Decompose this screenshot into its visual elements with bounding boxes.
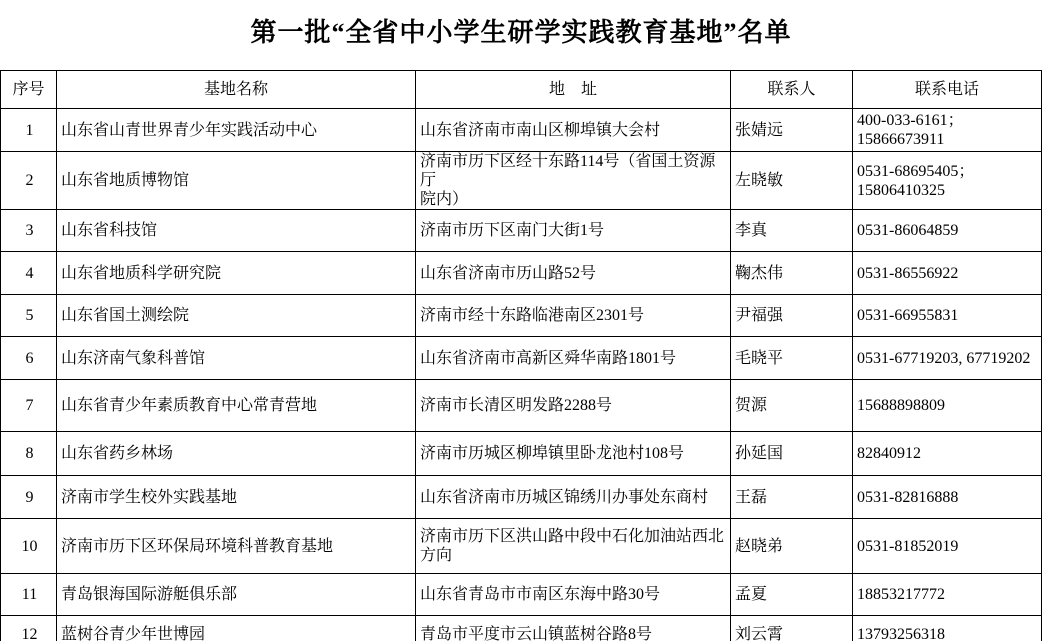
cell-address: 青岛市平度市云山镇蓝树谷路8号 xyxy=(416,616,731,641)
cell-name: 山东省国土测绘院 xyxy=(57,295,416,337)
cell-address: 济南市经十东路临港南区2301号 xyxy=(416,295,731,337)
cell-contact: 尹福强 xyxy=(731,295,853,337)
cell-phone: 15688898809 xyxy=(853,380,1042,432)
cell-address: 济南市历下区经十东路114号（省国土资源厅 院内） xyxy=(416,152,731,210)
cell-address: 山东省济南市历城区锦绣川办事处东商村 xyxy=(416,476,731,519)
cell-no: 6 xyxy=(1,337,57,380)
cell-name: 济南市历下区环保局环境科普教育基地 xyxy=(57,519,416,574)
cell-address: 山东省济南市高新区舜华南路1801号 xyxy=(416,337,731,380)
cell-name: 蓝树谷青少年世博园 xyxy=(57,616,416,641)
cell-contact: 刘云霄 xyxy=(731,616,853,641)
cell-no: 10 xyxy=(1,519,57,574)
cell-address: 济南市历下区南门大街1号 xyxy=(416,210,731,252)
cell-phone: 400-033-6161； 15866673911 xyxy=(853,109,1042,152)
bases-table xyxy=(0,70,1042,641)
cell-name: 山东济南气象科普馆 xyxy=(57,337,416,380)
header-contact: 联系人 xyxy=(731,71,853,109)
cell-no: 1 xyxy=(1,109,57,152)
cell-contact: 张婧远 xyxy=(731,109,853,152)
cell-address: 济南市历下区洪山路中段中石化加油站西北 方向 xyxy=(416,519,731,574)
table-row xyxy=(1,295,1042,337)
cell-no: 4 xyxy=(1,252,57,295)
cell-contact: 李真 xyxy=(731,210,853,252)
table-row xyxy=(1,152,1042,210)
cell-no: 3 xyxy=(1,210,57,252)
header-phone: 联系电话 xyxy=(853,71,1042,109)
cell-name: 山东省地质科学研究院 xyxy=(57,252,416,295)
cell-contact: 贺源 xyxy=(731,380,853,432)
header-row xyxy=(1,71,1042,109)
cell-phone: 0531-66955831 xyxy=(853,295,1042,337)
cell-address: 山东省青岛市市南区东海中路30号 xyxy=(416,574,731,616)
cell-address: 山东省济南市历山路52号 xyxy=(416,252,731,295)
cell-name: 山东省山青世界青少年实践活动中心 xyxy=(57,109,416,152)
cell-phone: 0531-81852019 xyxy=(853,519,1042,574)
header-no: 序号 xyxy=(1,71,57,109)
table-row xyxy=(1,432,1042,476)
table-row xyxy=(1,380,1042,432)
table-row xyxy=(1,109,1042,152)
header-name: 基地名称 xyxy=(57,71,416,109)
table-row xyxy=(1,616,1042,641)
cell-address: 山东省济南市南山区柳埠镇大会村 xyxy=(416,109,731,152)
table-row xyxy=(1,519,1042,574)
cell-contact: 左晓敏 xyxy=(731,152,853,210)
table-row xyxy=(1,252,1042,295)
cell-no: 8 xyxy=(1,432,57,476)
cell-no: 11 xyxy=(1,574,57,616)
table-row xyxy=(1,337,1042,380)
cell-no: 2 xyxy=(1,152,57,210)
cell-name: 山东省青少年素质教育中心常青营地 xyxy=(57,380,416,432)
cell-name: 山东省地质博物馆 xyxy=(57,152,416,210)
cell-no: 7 xyxy=(1,380,57,432)
header-address: 地 址 xyxy=(416,71,731,109)
table-row xyxy=(1,574,1042,616)
cell-name: 济南市学生校外实践基地 xyxy=(57,476,416,519)
cell-phone: 0531-86556922 xyxy=(853,252,1042,295)
cell-name: 山东省科技馆 xyxy=(57,210,416,252)
cell-phone: 0531-67719203, 67719202 xyxy=(853,337,1042,380)
cell-name: 青岛银海国际游艇俱乐部 xyxy=(57,574,416,616)
table-row xyxy=(1,210,1042,252)
cell-phone: 0531-82816888 xyxy=(853,476,1042,519)
cell-contact: 王磊 xyxy=(731,476,853,519)
cell-no: 5 xyxy=(1,295,57,337)
cell-phone: 13793256318 xyxy=(853,616,1042,641)
page-title: 第一批“全省中小学生研学实践教育基地”名单 xyxy=(250,18,792,47)
cell-no: 12 xyxy=(1,616,57,641)
cell-phone: 18853217772 xyxy=(853,574,1042,616)
cell-name: 山东省药乡林场 xyxy=(57,432,416,476)
cell-address: 济南市长清区明发路2288号 xyxy=(416,380,731,432)
cell-contact: 赵晓弟 xyxy=(731,519,853,574)
cell-contact: 孙延国 xyxy=(731,432,853,476)
cell-phone: 0531-86064859 xyxy=(853,210,1042,252)
cell-address: 济南市历城区柳埠镇里卧龙池村108号 xyxy=(416,432,731,476)
cell-contact: 孟夏 xyxy=(731,574,853,616)
table-row xyxy=(1,476,1042,519)
cell-no: 9 xyxy=(1,476,57,519)
cell-phone: 82840912 xyxy=(853,432,1042,476)
cell-contact: 鞠杰伟 xyxy=(731,252,853,295)
cell-contact: 毛晓平 xyxy=(731,337,853,380)
cell-phone: 0531-68695405； 15806410325 xyxy=(853,152,1042,210)
